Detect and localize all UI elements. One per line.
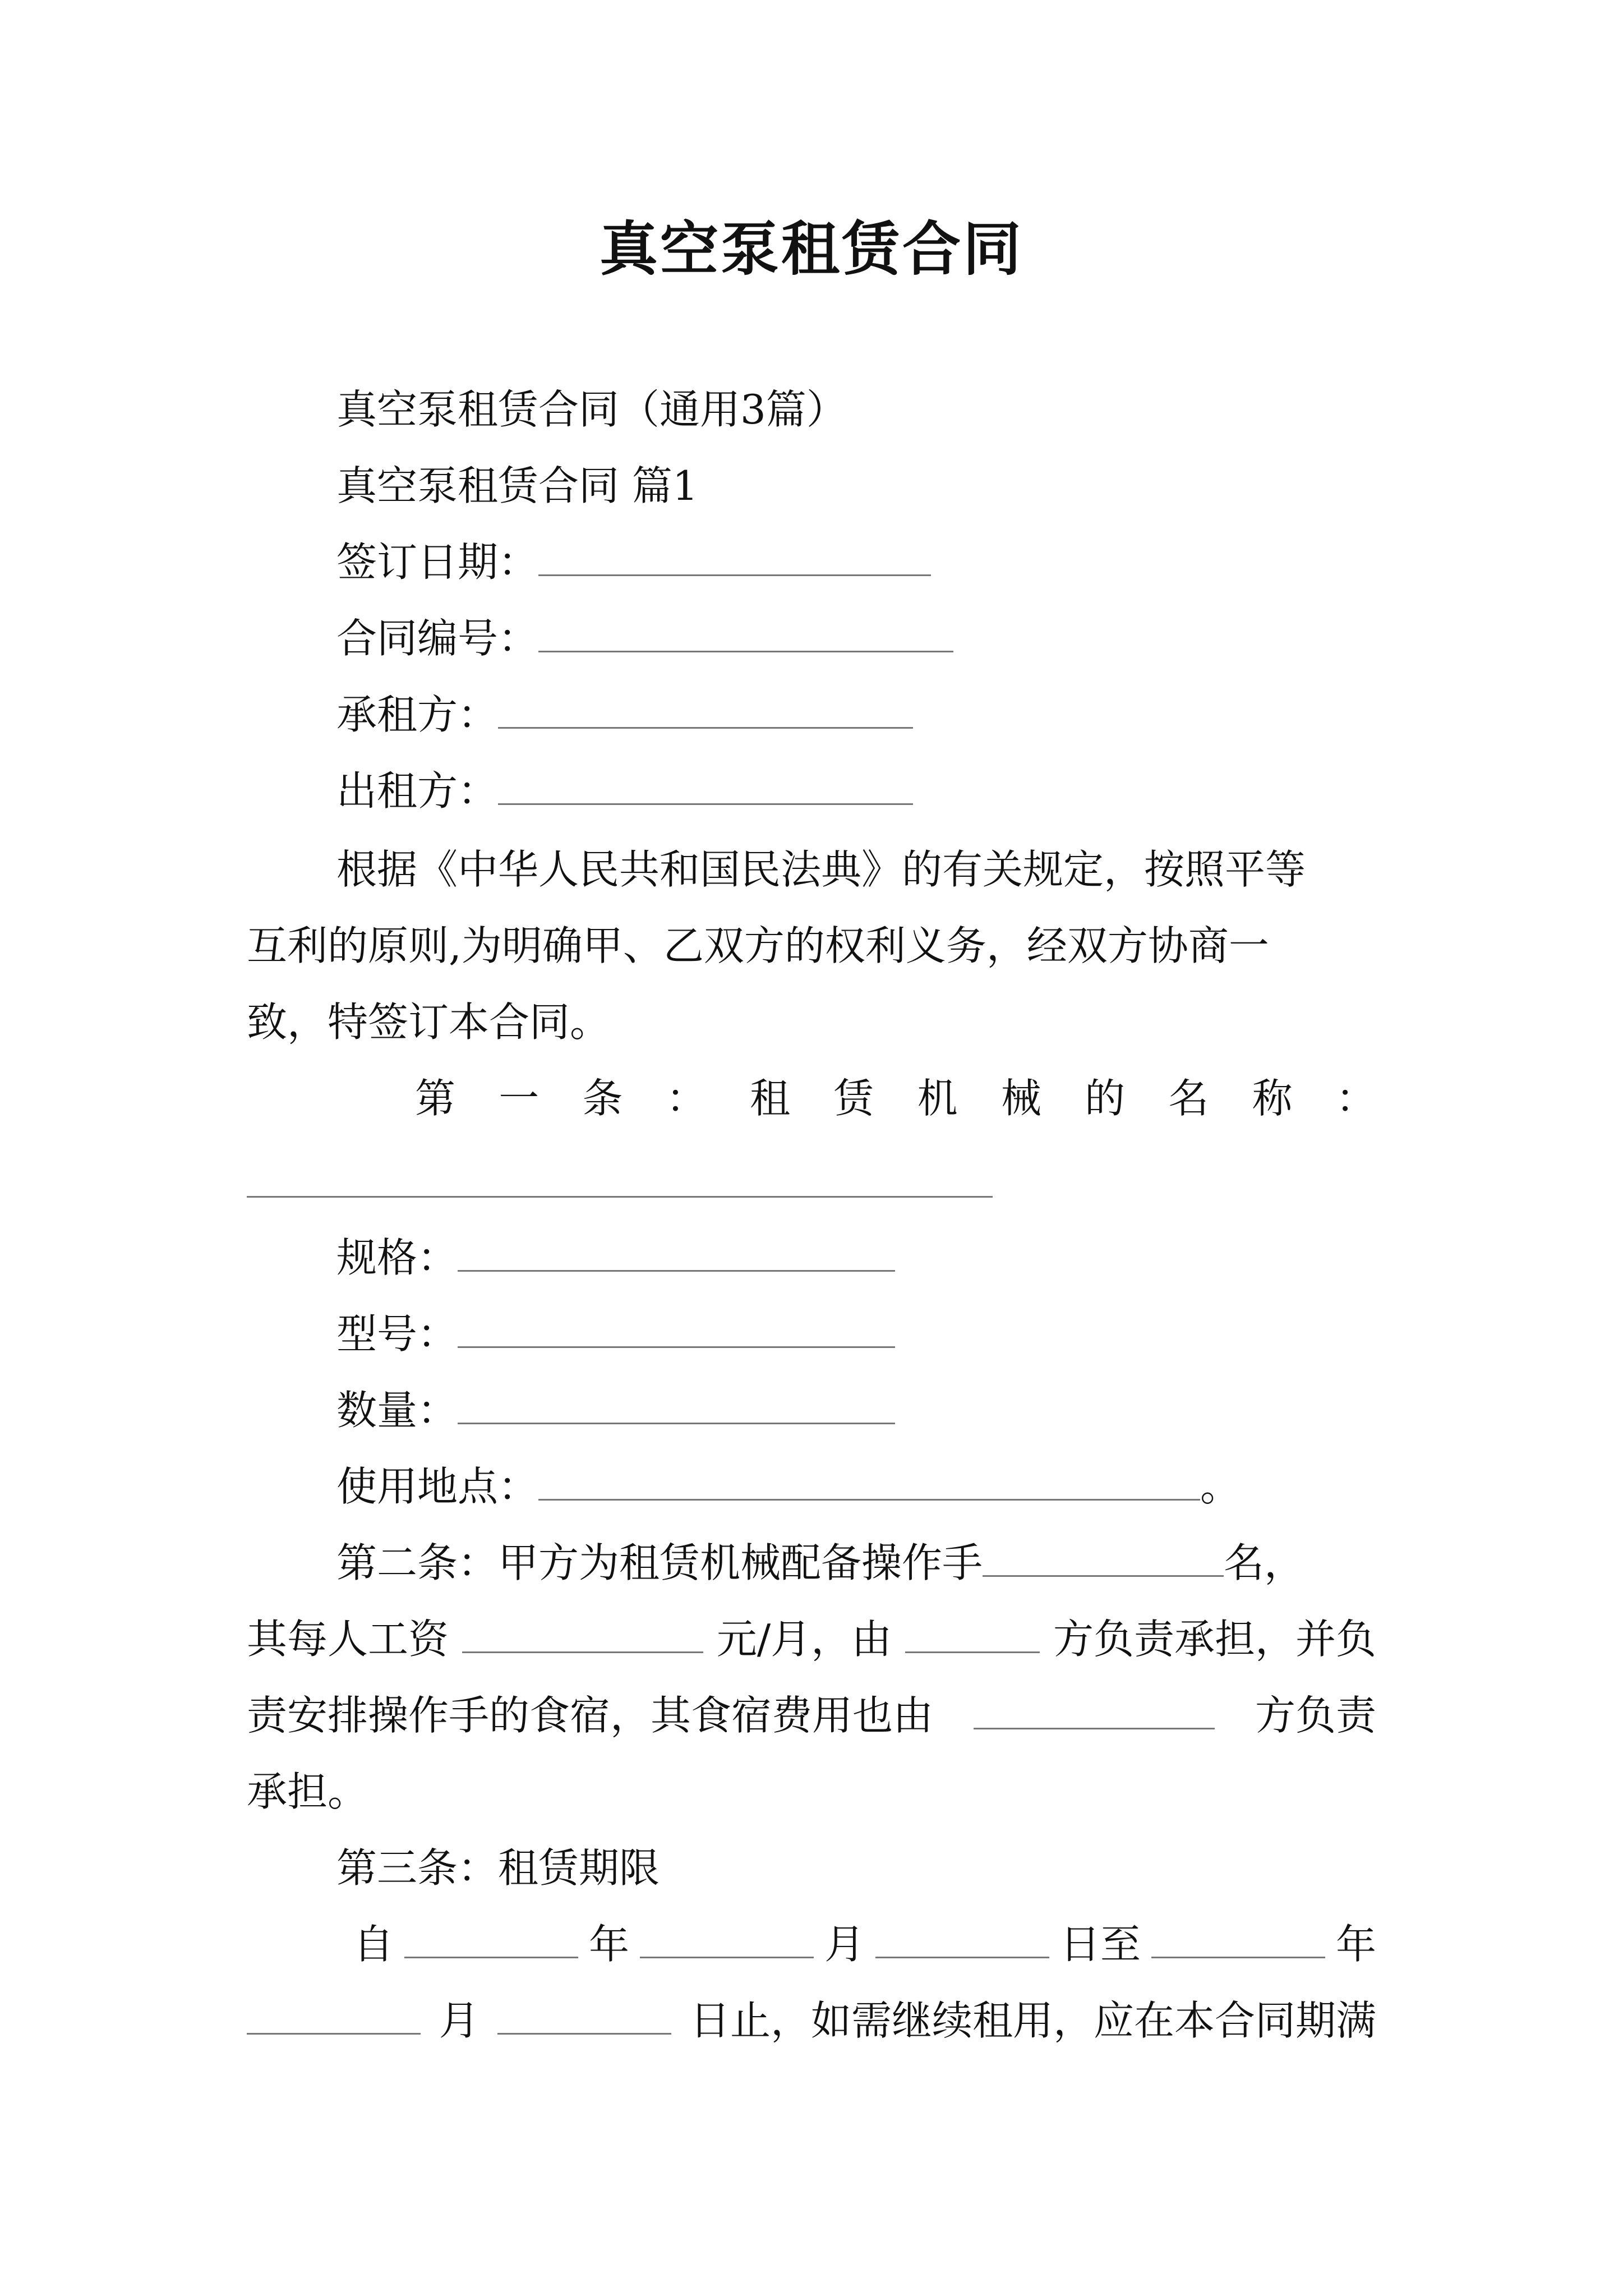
contract-no-blank [538, 610, 953, 652]
article2-text: 第二条：甲方为租赁机械配备操作手 [336, 1539, 983, 1586]
end-year-blank [1151, 1916, 1325, 1958]
lessor-field [336, 763, 913, 819]
model-blank [458, 1306, 895, 1348]
location-end: 。 [1200, 1463, 1241, 1510]
article2-text: 方负责承担，并负 [1053, 1616, 1376, 1663]
article2-text: 元/月，由 [716, 1616, 892, 1663]
article1-char: 租 [750, 1075, 791, 1122]
start-day-blank [875, 1916, 1049, 1958]
article1-char: 条 [582, 1075, 623, 1122]
term-text: 月 [824, 1921, 865, 1968]
lessee-label: 承租方： [336, 691, 499, 738]
article2-line-2 [247, 1611, 1376, 1667]
article2-text: 名， [1224, 1539, 1305, 1586]
term-text: 年 [588, 1921, 629, 1968]
document-title: 真空泵租赁合同 [599, 214, 1023, 283]
quantity-label: 数量： [336, 1387, 458, 1434]
article1-char: 赁 [833, 1075, 874, 1122]
article1-char: ： [666, 1075, 707, 1122]
article1-char: 械 [1000, 1075, 1041, 1122]
term-line-2 [247, 1993, 1376, 2049]
article1-char: ： [1335, 1075, 1376, 1122]
quantity-blank [458, 1382, 895, 1424]
location-blank [538, 1458, 1200, 1501]
lessor-blank [498, 763, 913, 805]
term-text: 年 [1335, 1921, 1376, 1968]
machine-name-blank [247, 1196, 993, 1198]
contract-no-field [336, 610, 953, 666]
article1-char: 的 [1085, 1075, 1126, 1122]
article1-heading [415, 1070, 1376, 1126]
article2-text: 方负责 [1255, 1692, 1376, 1739]
end-day-blank [497, 1993, 671, 2035]
article2-text: 其每人工资 [247, 1616, 449, 1663]
wage-party-blank [905, 1611, 1040, 1653]
location-label: 使用地点： [336, 1463, 539, 1510]
term-text: 自 [353, 1921, 394, 1968]
wage-blank [462, 1611, 703, 1653]
term-text: 日至 [1059, 1921, 1141, 1968]
spec-field [336, 1230, 895, 1286]
term-text: 日止，如需继续租用，应在本合同期满 [689, 1997, 1376, 2044]
article2-line-4: 承担。 [247, 1768, 368, 1815]
term-text: 月 [439, 1997, 479, 2044]
part-label: 真空泵租赁合同 篇1 [336, 462, 698, 509]
model-label: 型号： [336, 1310, 458, 1358]
sign-date-field [336, 534, 931, 590]
lessee-blank [498, 687, 913, 729]
sign-date-blank [538, 534, 931, 576]
location-field [336, 1458, 1241, 1515]
model-field [336, 1306, 895, 1362]
article3-heading: 第三条：租赁期限 [336, 1844, 660, 1892]
article1-char: 称 [1252, 1075, 1293, 1122]
article1-char: 第 [415, 1075, 456, 1122]
lessee-field [336, 687, 913, 743]
intro-line-3: 致，特签订本合同。 [247, 999, 611, 1046]
start-month-blank [640, 1916, 814, 1958]
article1-char: 一 [499, 1075, 540, 1122]
end-month-blank [247, 1993, 421, 2035]
article1-char: 机 [917, 1075, 958, 1122]
spec-blank [458, 1230, 895, 1272]
lessor-label: 出租方： [336, 767, 499, 815]
article1-char: 名 [1168, 1075, 1209, 1122]
spec-label: 规格： [336, 1234, 458, 1281]
subtitle: 真空泵租赁合同（通用3篇） [336, 386, 847, 433]
operator-count-blank [983, 1535, 1224, 1577]
article2-line-1 [336, 1535, 1304, 1591]
board-party-blank [974, 1687, 1215, 1729]
contract-no-label: 合同编号： [336, 615, 539, 662]
article2-line-3 [247, 1687, 1376, 1743]
article2-text: 责安排操作手的食宿，其食宿费用也由 [247, 1692, 934, 1739]
quantity-field [336, 1382, 895, 1438]
sign-date-label: 签订日期： [336, 539, 539, 586]
term-line-1 [353, 1916, 1376, 1972]
intro-line-1: 根据《中华人民共和国民法典》的有关规定，按照平等 [336, 846, 1306, 893]
start-year-blank [404, 1916, 578, 1958]
intro-line-2: 互利的原则,为明确甲、乙双方的权利义务，经双方协商一 [247, 922, 1269, 969]
